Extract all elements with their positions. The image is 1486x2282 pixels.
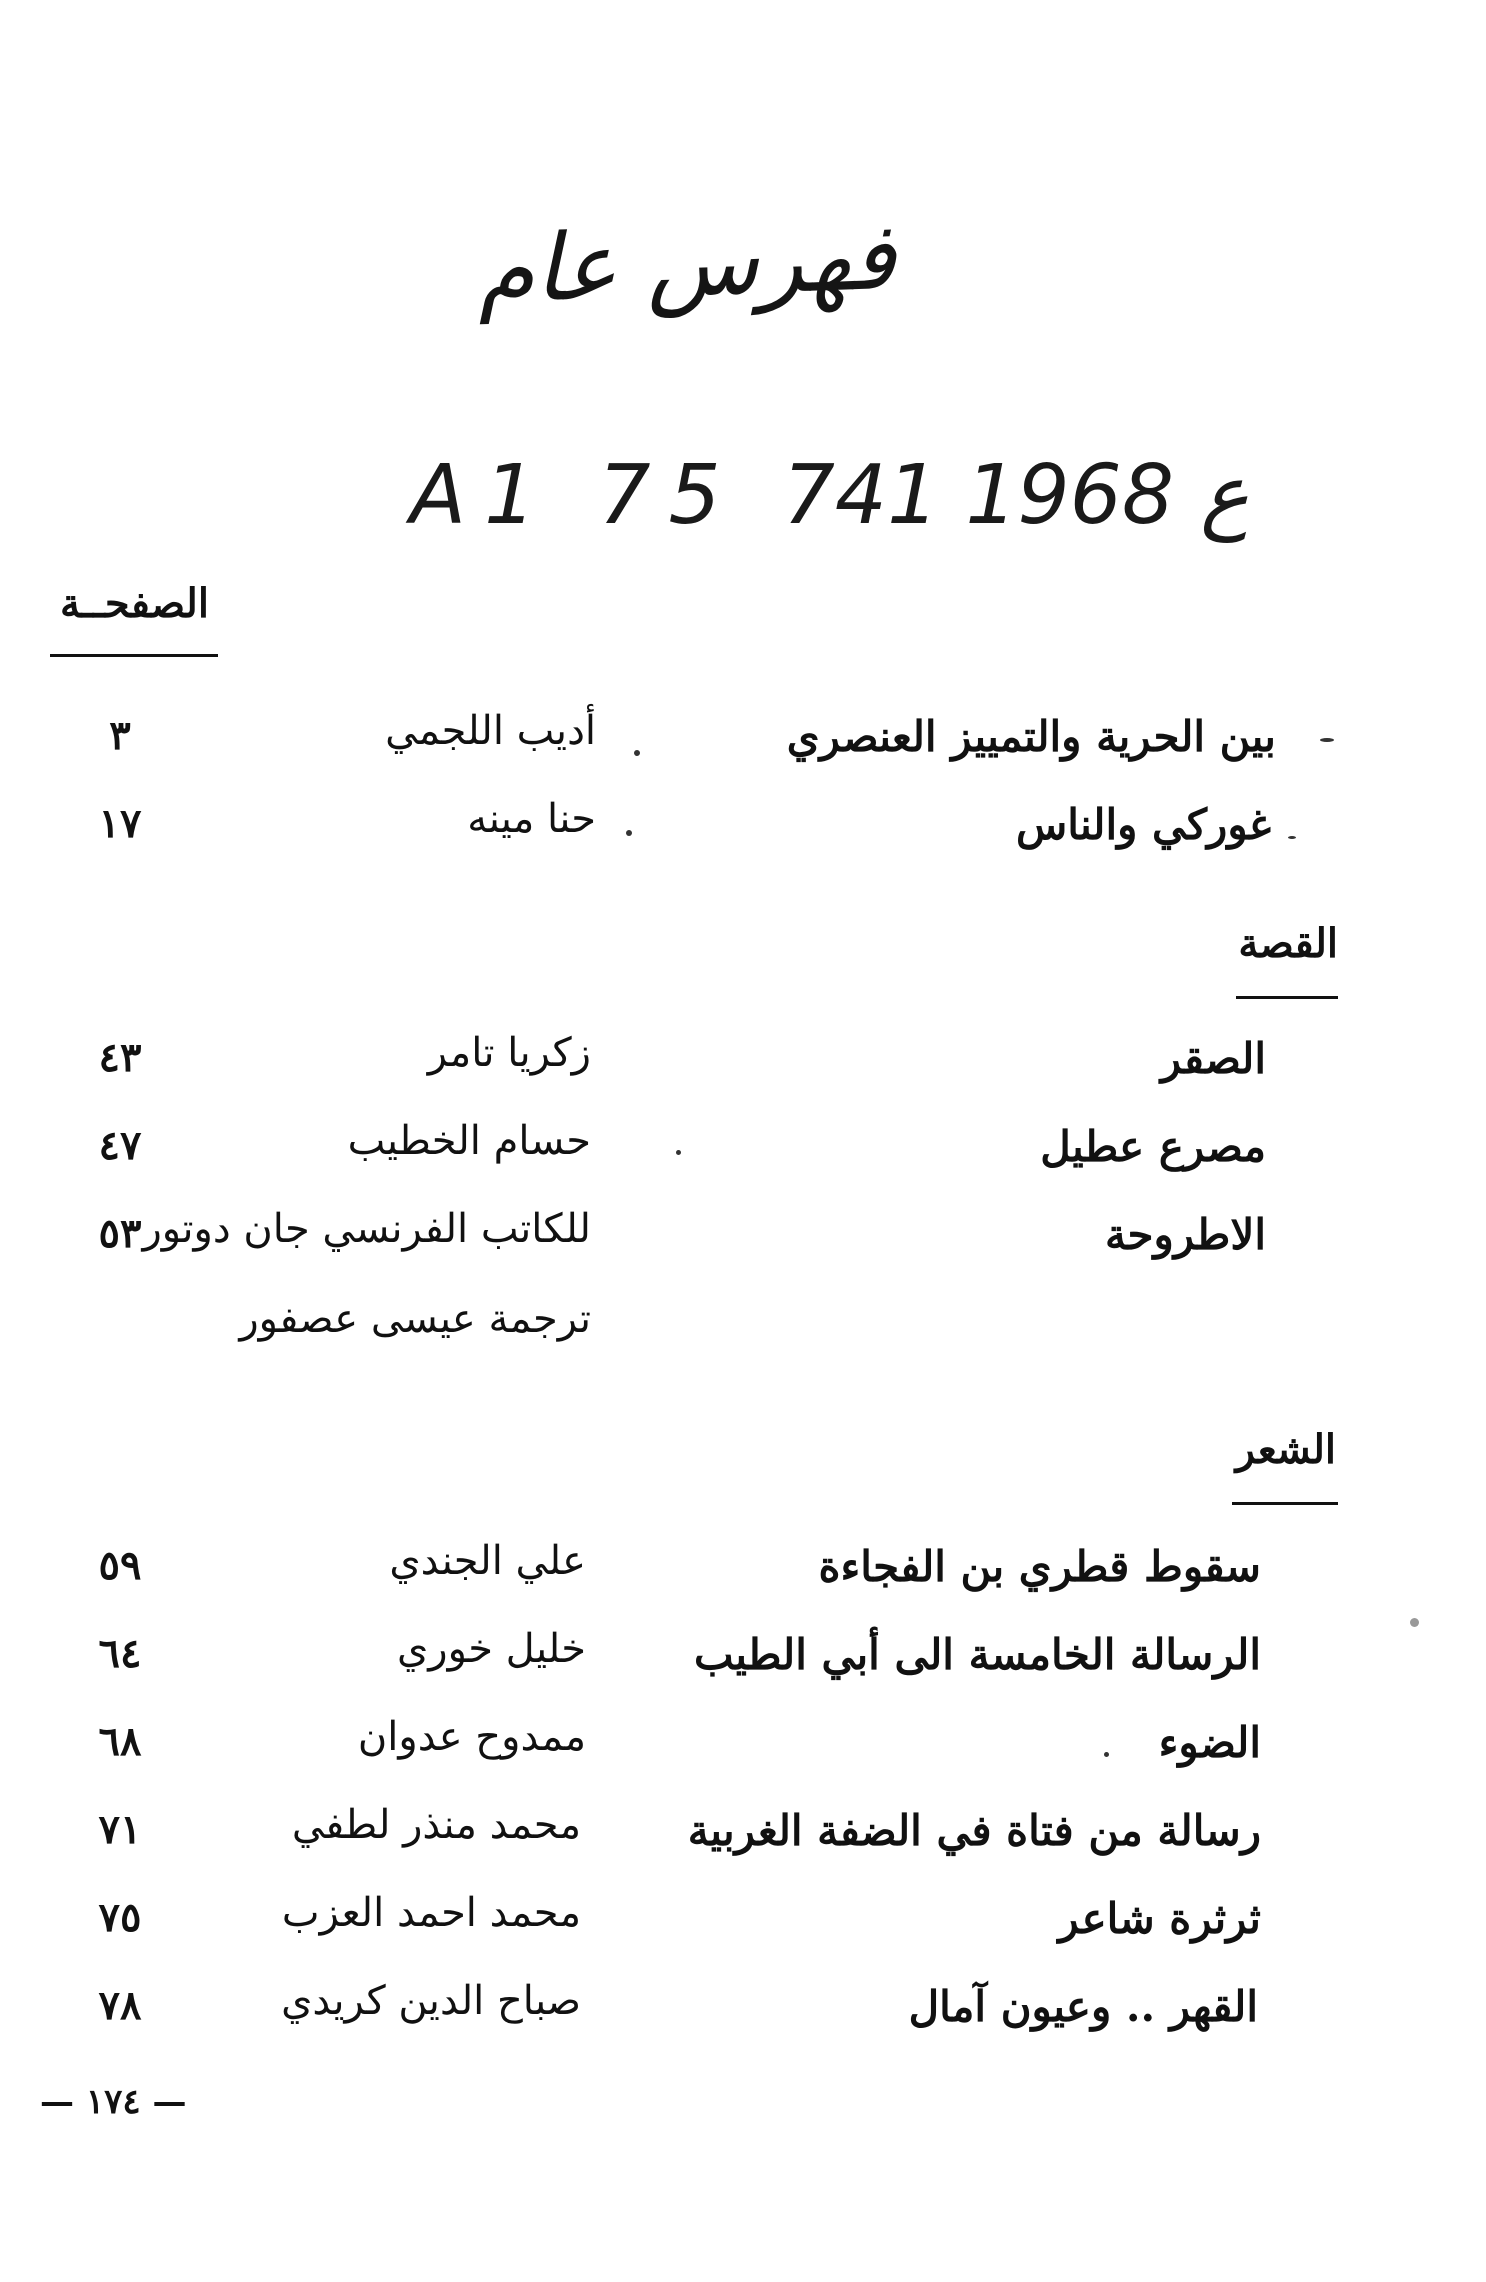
toc-title: القهر .. وعيون آمال — [908, 1982, 1258, 2031]
toc-author: زكريا تامر — [427, 1030, 591, 1076]
toc-title: الاطروحة — [1105, 1210, 1266, 1259]
toc-page-number: ٤٣ — [98, 1034, 142, 1081]
toc-author: للكاتب الفرنسي جان دوتور — [142, 1206, 591, 1252]
footer-page-number: — ١٧٤ — — [40, 2082, 187, 2122]
section-heading-poetry: الشعر — [1235, 1426, 1336, 1473]
scan-speck — [1288, 836, 1296, 839]
toc-page-number: ١٧ — [98, 800, 142, 847]
toc-title: غوركي والناس — [1015, 800, 1271, 849]
toc-page-number: ٦٨ — [98, 1718, 142, 1765]
scan-speck — [1320, 738, 1334, 742]
page-header-rule — [50, 654, 218, 657]
toc-author: صباح الدين كريدي — [281, 1978, 581, 2024]
toc-title: سقوط قطري بن الفجاءة — [818, 1542, 1261, 1591]
toc-author: محمد احمد العزب — [281, 1890, 581, 1936]
toc-author: حسام الخطيب — [347, 1118, 591, 1164]
toc-author: علي الجندي — [389, 1538, 586, 1584]
toc-title: الضوء — [1158, 1718, 1261, 1767]
handwritten-shelfmark: A1 75 ع 1968 741 — [410, 448, 1250, 543]
scan-speck — [626, 830, 632, 836]
toc-page-number: ٧٨ — [98, 1982, 142, 2029]
scan-speck — [676, 1150, 681, 1155]
toc-author: ممدوح عدوان — [357, 1714, 586, 1760]
toc-page-number: ٥٣ — [98, 1210, 142, 1257]
scan-speck — [1410, 1618, 1419, 1627]
toc-page-number: ٦٤ — [98, 1630, 142, 1677]
toc-author: خليل خوري — [396, 1626, 586, 1672]
toc-title: الصقر — [1160, 1034, 1266, 1083]
section-heading-story: القصة — [1238, 920, 1338, 967]
handwritten-title: فهرس عام — [475, 202, 898, 325]
toc-title: الرسالة الخامسة الى أبي الطيب — [694, 1630, 1261, 1679]
section-rule — [1232, 1502, 1338, 1505]
toc-author: ترجمة عيسى عصفور — [239, 1296, 591, 1342]
toc-page-number: ٧٥ — [98, 1894, 142, 1941]
toc-page-number: ٥٩ — [98, 1542, 142, 1589]
toc-page-number: ٤٧ — [98, 1122, 142, 1169]
toc-page-number: ٧١ — [98, 1806, 142, 1853]
scan-speck — [1104, 1752, 1109, 1757]
toc-title: ثرثرة شاعر — [1058, 1894, 1261, 1943]
toc-title: بين الحرية والتمييز العنصري — [786, 712, 1276, 761]
page-column-header: الصفحــة — [60, 580, 209, 627]
toc-page-number: ٣ — [109, 712, 131, 759]
scan-speck — [634, 750, 640, 756]
toc-title: رسالة من فتاة في الضفة الغربية — [687, 1806, 1261, 1855]
toc-author: حنا مينه — [467, 796, 596, 842]
toc-title: مصرع عطيل — [1040, 1122, 1266, 1171]
toc-author: محمد منذر لطفي — [291, 1802, 581, 1848]
section-rule — [1236, 996, 1338, 999]
toc-author: أديب اللجمي — [385, 708, 596, 754]
